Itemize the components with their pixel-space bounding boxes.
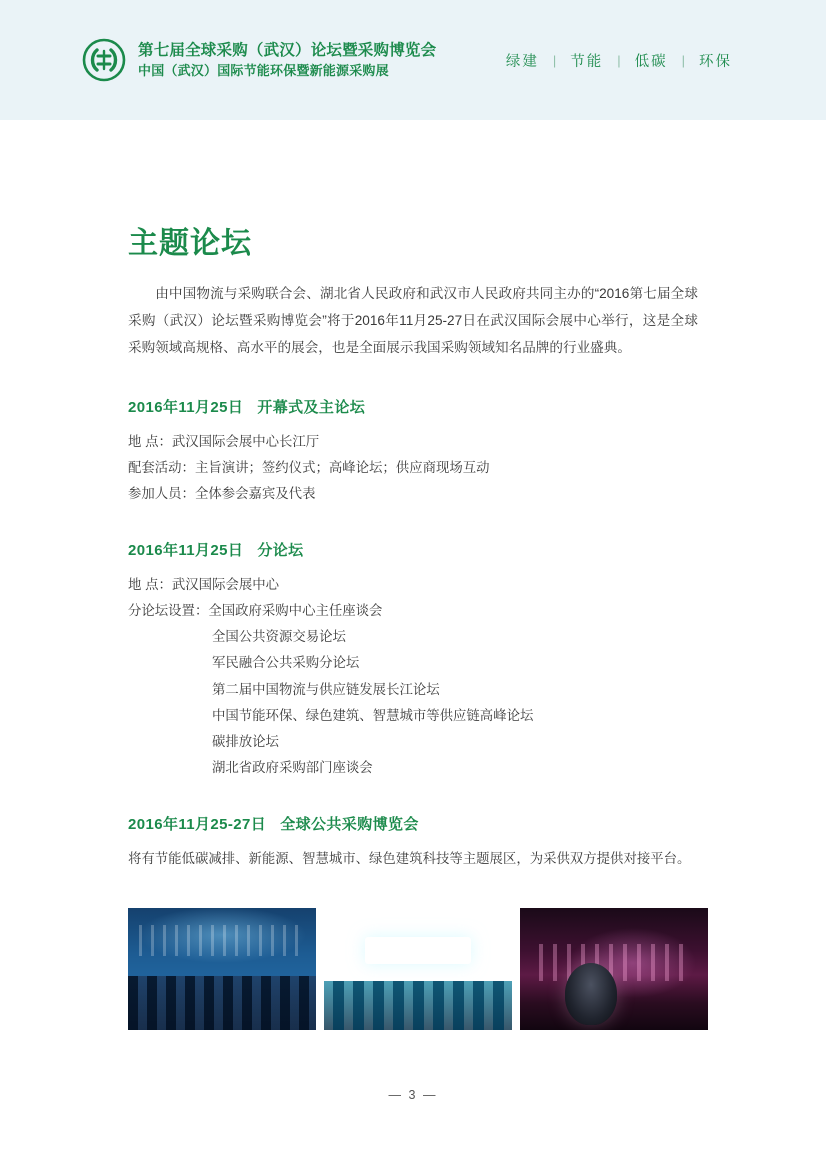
block-heading [128, 396, 698, 417]
nav-item-energy-saving[interactable]: 节能 [570, 53, 604, 70]
nav-separator-2: | [617, 52, 621, 68]
block-note: 将有节能低碳减排、新能源、智慧城市、绿色建筑科技等主题展区，为采供双方提供对接平台。 [128, 851, 691, 867]
nav-item-low-carbon[interactable]: 低碳 [634, 53, 668, 70]
block-name: 全球公共采购博览会 [280, 816, 419, 834]
block-line: 参加人员：全体参会嘉宾及代表 [128, 485, 316, 501]
block-date: 2016年11月25-27日 [128, 816, 267, 834]
brand-text [138, 41, 436, 79]
schedule-block-opening [128, 396, 698, 507]
list-item: 中国节能环保、绿色建筑、智慧城市等供应链高峰论坛 [212, 707, 534, 723]
block-date: 2016年11月25日 [128, 398, 244, 416]
high-level-dialogue-stage-photo [324, 908, 512, 1030]
brand-title-primary: 第七届全球采购（武汉）论坛暨采购博览会 [138, 42, 437, 60]
block-name: 开幕式及主论坛 [257, 398, 366, 416]
forum-panel-stage-photo [128, 908, 316, 1030]
photo-gallery [128, 908, 698, 1030]
block-name: 分论坛 [257, 541, 304, 559]
page-number: — 3 — [388, 1088, 438, 1102]
block-line: 分论坛设置：全国政府采购中心主任座谈会 [128, 603, 383, 619]
list-item: 第二届中国物流与供应链发展长江论坛 [212, 681, 440, 697]
nav-item-green-building[interactable]: 绿建 [505, 53, 539, 70]
page-content [0, 120, 826, 1030]
list-item: 湖北省政府采购部门座谈会 [212, 759, 373, 775]
block-date: 2016年11月25日 [128, 541, 244, 559]
list-item: 军民融合公共采购分论坛 [212, 655, 360, 671]
block-heading [128, 813, 698, 834]
schedule-block-expo [128, 813, 698, 871]
list-item: 全国公共资源交易论坛 [212, 629, 346, 645]
list-item: 碳排放论坛 [212, 733, 279, 749]
brand-title-secondary: 中国（武汉）国际节能环保暨新能源采购展 [138, 62, 389, 78]
subforum-list [128, 624, 698, 781]
header-nav [492, 50, 746, 71]
block-line: 配套活动：主旨演讲；签约仪式；高峰论坛；供应商现场互动 [128, 459, 490, 475]
block-line: 地 点：武汉国际会展中心长江厅 [128, 433, 320, 449]
award-ceremony-stage-photo [520, 908, 708, 1030]
block-line: 地 点：武汉国际会展中心 [128, 576, 280, 592]
nav-separator-3: | [681, 52, 685, 68]
nav-separator-1: | [552, 52, 557, 68]
page-header [0, 0, 826, 120]
intro-paragraph: 由中国物流与采购联合会、湖北省人民政府和武汉市人民政府共同主办的“2016第七届全球采购（武汉）论坛暨采购博览会”将于2016年11月25-27日在武汉国际会展中心举行，这是全球采购领域高规格、高水平的展会，也是全面展示我国采购领域知名品牌的行业盛典。 [128, 286, 698, 356]
nav-item-environment[interactable]: 环保 [699, 53, 732, 70]
page-title: 主题论坛 [128, 227, 252, 260]
block-heading [128, 539, 698, 560]
interlocking-rings-logo-icon [82, 38, 126, 82]
schedule-block-subforums [128, 539, 698, 781]
brand [82, 38, 436, 82]
